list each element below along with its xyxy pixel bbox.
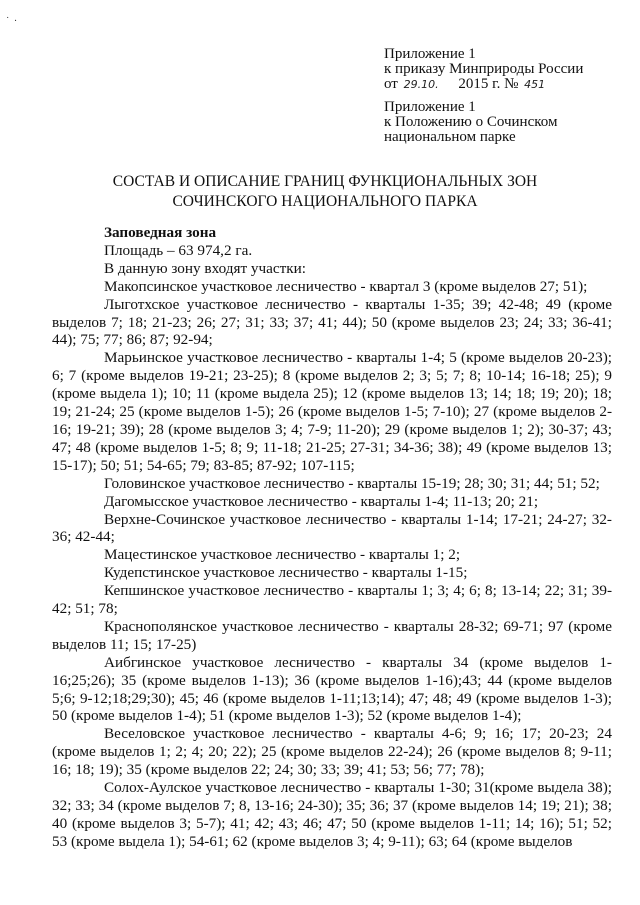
document-title-line2: СОЧИНСКОГО НАЦИОНАЛЬНОГО ПАРКА [172, 193, 478, 210]
forestry-paragraph-makopse: Макопсинское участковое лесничество - квартал 3 (кроме выделов 27; 51); [104, 277, 588, 295]
zone-intro: В данную зону входят участки: [104, 259, 306, 277]
forestry-paragraph-kepsha: Кепшинское участковое лесничество - кварталы 1; 3; 4; 6; 8; 13-14; 22; 31; 39-42; 51; 78; [52, 582, 612, 618]
appendix-order-line2: к приказу Минприроды России [384, 61, 584, 77]
forestry-paragraph-golovinka: Головинское участковое лесничество - кварталы 15-19; 28; 30; 31; 44; 51; 52; [104, 474, 600, 492]
forestry-paragraph-kudepsta: Кудепстинское участковое лесничество - кварталы 1-15; [104, 564, 468, 582]
document-title [60, 172, 590, 212]
order-date-handwritten: 29.10. [403, 78, 439, 91]
order-year-number-label: 2015 г. № [458, 76, 519, 92]
appendix-regulation-block [384, 100, 624, 145]
order-number-handwritten: 451 [524, 78, 546, 91]
appendix-order-line1: Приложение 1 [384, 46, 476, 62]
document-body [52, 224, 612, 851]
order-date-prefix: от [384, 76, 398, 92]
forestry-paragraph-dagomys: Дагомысское участковое лесничество - кварталы 1-4; 11-13; 20; 21; [104, 492, 539, 510]
appendix-regulation-line1: Приложение 1 [384, 99, 476, 115]
appendix-regulation-line2: к Положению о Сочинском [384, 114, 558, 130]
forestry-paragraph-krasnaya-polyana: Краснополянское участковое лесничество - кварталы 28-32; 69-71; 97 (кроме выделов 11; 15; 17-25) [52, 617, 612, 653]
forestry-paragraph-maryino: Марьинское участковое лесничество - кварталы 1-4; 5 (кроме выделов 20-23); 6; 7 (кроме выделов 19-21; 23-25); 8 (кроме выделов 2; 3; 5; 7; 8; 10-14; 16-18; 25); 9 (кроме выдела 1); 10; 11 (кроме выдела 25); 12 (кроме выделов 13; 14; 18; 19; 20); 18; 19; 21-24; 25 (кроме выделов 1-5); 26 (кроме выделов 1-5; 7-10); 27 (кроме выделов 2-16; 19-21; 39); 28 (кроме выделов 3; 4; 7-9; 11-20); 29 (кроме выделов 1; 2); 30-37; 43; 47; 48 (кроме выделов 1-5; 8; 9; 11-18; 21-25; 27-31; 34-36; 38); 49 (кроме выделов 13; 15-17); 50; 51; 54-65; 79; 83-85; 87-92; 107-115; [52, 349, 612, 474]
forestry-paragraph-verkhne-sochi: Верхне-Сочинское участковое лесничество - кварталы 1-14; 17-21; 24-27; 32-36; 42-44; [52, 510, 612, 546]
appendix-order-block [384, 47, 624, 92]
zone-heading: Заповедная зона [104, 224, 217, 241]
document-title-line1: СОСТАВ И ОПИСАНИЕ ГРАНИЦ ФУНКЦИОНАЛЬНЫХ ЗОН [112, 173, 538, 190]
forestry-paragraph-lygotkh: Лыготхское участковое лесничество - кварталы 1-35; 39; 42-48; 49 (кроме выделов 7; 18; 21-23; 26; 27; 31; 33; 37; 41; 44); 50 (кроме выделов 23; 24; 33; 36-41; 44); 75; 77; 86; 87; 92-94; [52, 295, 612, 349]
forestry-paragraph-veselovka: Веселовское участковое лесничество - кварталы 4-6; 9; 16; 17; 20-23; 24 (кроме выделов 1; 2; 4; 20; 22); 25 (кроме выделов 22-24); 26 (кроме выделов 8; 9-11; 16; 18; 19); 35 (кроме выделов 22; 24; 30; 33; 39; 41; 53; 56; 77; 78); [52, 725, 612, 779]
appendix-order-line3 [384, 77, 624, 92]
scan-mark: ˙ · [6, 16, 19, 27]
forestry-paragraph-solokh-aul: Солох-Аулское участковое лесничество - кварталы 1-30; 31(кроме выдела 38); 32; 33; 34 (кроме выделов 7; 8, 13-16; 24-30); 35; 36; 37 (кроме выделов 14; 19; 21); 38; 40 (кроме выделов 3; 5-7); 41; 42; 43; 46; 47; 50 (кроме выделов 1-11; 14; 16); 51; 52; 53 (кроме выдела 1); 54-61; 62 (кроме выделов 3; 4; 9-11); 63; 64 (кроме выделов [52, 779, 612, 850]
zone-area: Площадь – 63 974,2 га. [104, 241, 253, 259]
forestry-paragraph-aibga: Аибгинское участковое лесничество - кварталы 34 (кроме выделов 1-16;25;26); 35 (кроме выделов 1-13); 36 (кроме выделов 1-16);43; 44 (кроме выделов 5;6; 9-12;18;29;30); 45; 46 (кроме выделов 1-11;13;14); 47; 48; 49 (кроме выделов 1-3); 50 (кроме выделов 1-4); 51 (кроме выделов 1-3); 52 (кроме выделов 1-4); [52, 653, 612, 725]
appendix-regulation-line3: национальном парке [384, 129, 516, 145]
forestry-paragraph-matsesta: Мацестинское участковое лесничество - кварталы 1; 2; [104, 546, 461, 564]
